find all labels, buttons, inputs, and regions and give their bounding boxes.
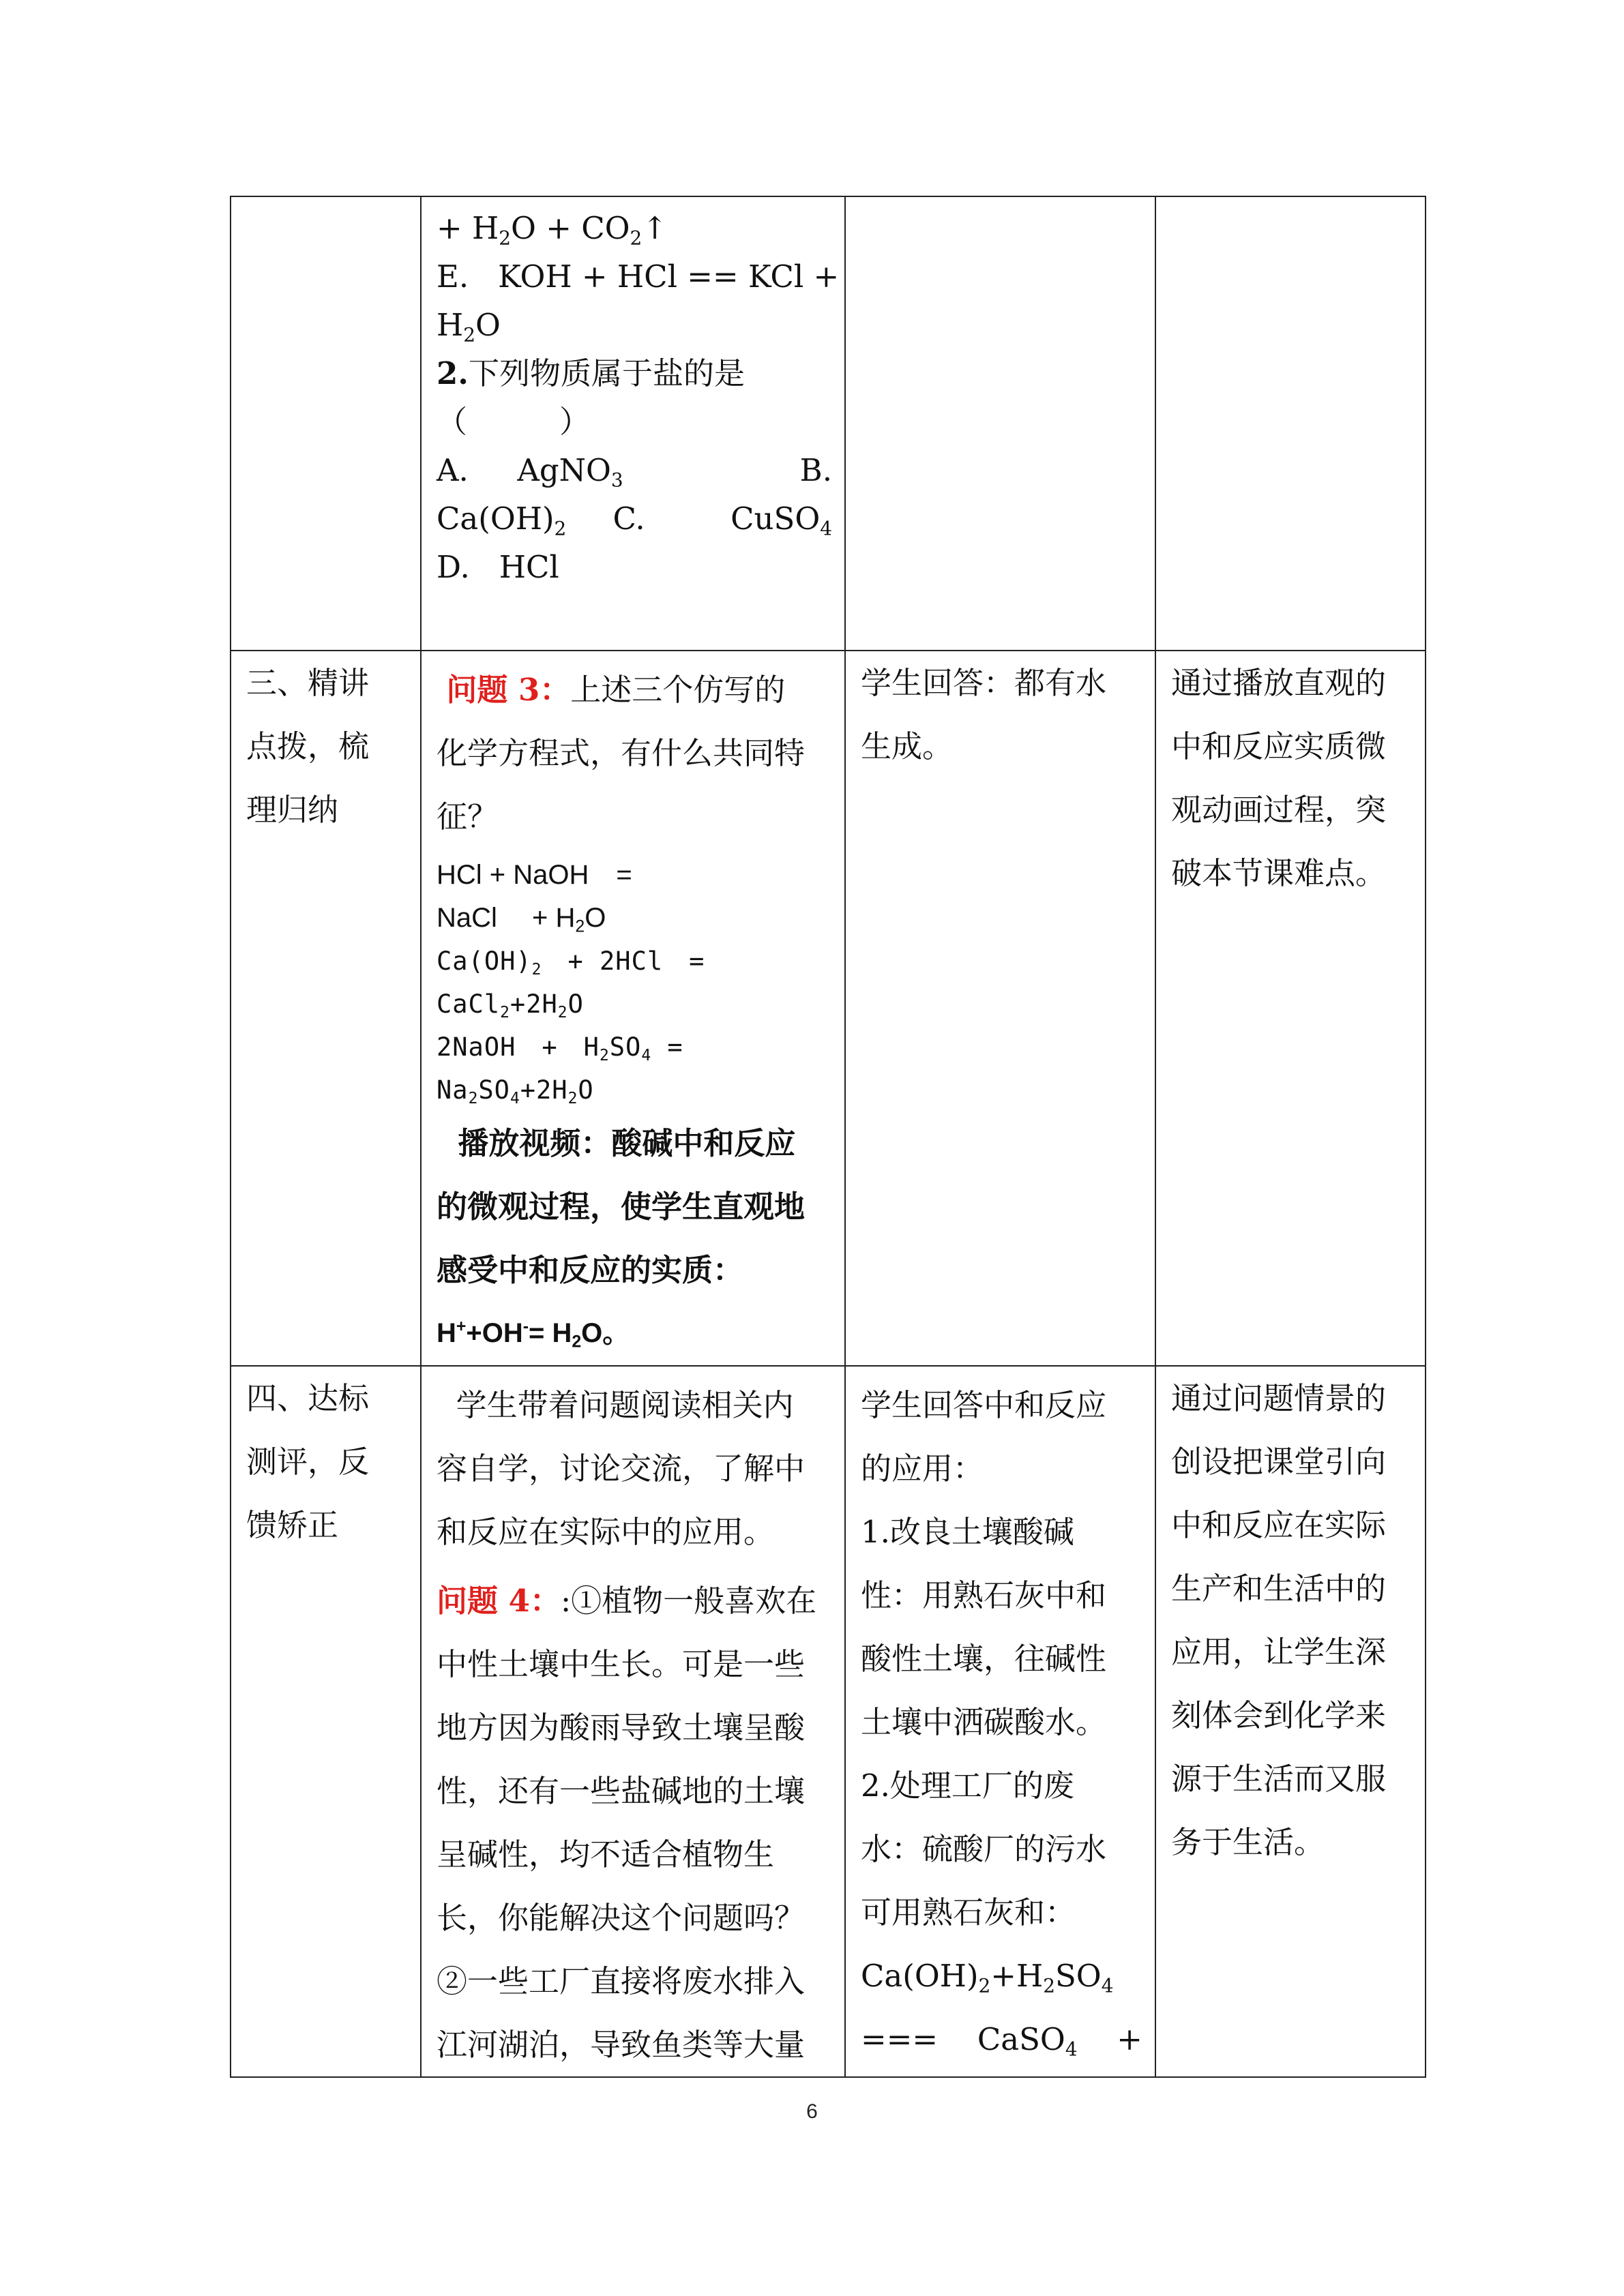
table-row (231, 1366, 1426, 2077)
question-4-line: 江河湖泊，导致鱼类等大量 (437, 2027, 806, 2063)
question-4-line: ②一些工厂直接将废水排入 (437, 1963, 806, 1999)
equation-2-b: $CaCl_2+2H_2O$ (437, 989, 584, 1022)
intent-line: 务于生活。 (1171, 1824, 1325, 1860)
student-activity-cell (845, 651, 1155, 1366)
ion-equation: $H^++OH^-= H_2O$。 (437, 1317, 630, 1352)
option-line-a-b: A. AgNO$_3$ B. (437, 452, 832, 492)
stage-line: 点拨，梳 (246, 728, 370, 764)
lesson-plan-table (230, 196, 1426, 2078)
content-cell (421, 651, 845, 1366)
student-line: 生成。 (861, 728, 954, 764)
design-intent-cell (1155, 1366, 1426, 2077)
intent-line: 中和反应实质微 (1171, 728, 1387, 764)
intent-line: 应用，让学生深 (1171, 1634, 1387, 1670)
intent-line: 通过播放直观的 (1171, 665, 1387, 701)
student-line: 性：用熟石灰中和 (861, 1577, 1107, 1613)
student-line: 可用熟石灰和： (861, 1894, 1076, 1930)
page-number: 6 (806, 2100, 818, 2123)
stage-line: 四、达标 (246, 1380, 370, 1416)
option-line-b-c: $Ca(OH)_2$ C. CuSO$_4$ (437, 501, 832, 540)
equation-1-b: NaCl + $H_2O$ (437, 903, 606, 936)
question-2-paren: （ ） (437, 404, 591, 440)
intent-line: 中和反应在实际 (1171, 1507, 1387, 1543)
question-2: 2.下列物质属于盐的是 (437, 355, 745, 391)
question-4-line: 中性土壤中生长。可是一些 (437, 1646, 806, 1682)
equation-2-a: $Ca(OH)_2$ + 2HCl = (437, 946, 705, 979)
stage-line: 理归纳 (246, 792, 339, 828)
question-4-line: 呈碱性，均不适合植物生 (437, 1836, 775, 1873)
question-4: 问题 4：:①植物一般喜欢在 (437, 1583, 817, 1619)
table-row (231, 196, 1426, 651)
design-intent-cell (1155, 196, 1426, 651)
stage-line: 测评，反 (246, 1444, 370, 1480)
question-3-line: 化学方程式，有什么共同特 (437, 735, 806, 771)
question-4-line: 地方因为酸雨导致土壤呈酸 (437, 1710, 806, 1746)
question-3-line: 征？ (437, 799, 499, 835)
content-cell (421, 196, 845, 651)
intent-line: 创设把课堂引向 (1171, 1444, 1387, 1480)
video-note: 播放视频：酸碱中和反应 (458, 1125, 796, 1161)
intent-line: 刻体会到化学来 (1171, 1697, 1387, 1733)
intro-line: 容自学，讨论交流，了解中 (437, 1450, 806, 1487)
student-activity-cell (845, 196, 1155, 651)
intent-line: 生产和生活中的 (1171, 1570, 1387, 1607)
equation-3-b: $Na_2SO_4+2H_2O$ (437, 1075, 594, 1107)
student-line: 学生回答：都有水 (861, 665, 1107, 701)
question-3: 问题 3：上述三个仿写的 (446, 672, 786, 708)
intent-line: 破本节课难点。 (1171, 855, 1387, 891)
student-line: 酸性土壤，往碱性 (861, 1641, 1107, 1677)
design-intent-cell (1155, 651, 1426, 1366)
student-line: 土壤中洒碳酸水。 (861, 1704, 1107, 1740)
student-line: 学生回答中和反应 (861, 1387, 1107, 1423)
video-note-line: 感受中和反应的实质： (437, 1252, 744, 1288)
intro-line: 和反应在实际中的应用。 (437, 1514, 775, 1550)
option-e: E. KOH + HCl == KCl + (437, 258, 840, 295)
question-4-line: 长，你能解决这个问题吗？ (437, 1900, 806, 1936)
student-activity-cell (845, 1366, 1155, 2077)
student-line: 2.处理工厂的废 (861, 1768, 1074, 1804)
stage-cell (231, 196, 421, 651)
equation-1-a: HCl + NaOH = (437, 860, 632, 890)
stage-cell (231, 1366, 421, 2077)
intent-line: 通过问题情景的 (1171, 1380, 1387, 1416)
equation-3-a: 2NaOH + $H_2SO_4$ = (437, 1032, 683, 1064)
video-note-line: 的微观过程，使学生直观地 (437, 1189, 806, 1225)
student-line: 1.改良土壤酸碱 (861, 1514, 1074, 1550)
intent-line: 源于生活而又服 (1171, 1761, 1387, 1797)
option-e-cont: $H_2O$ (437, 307, 501, 346)
content-cell (421, 1366, 845, 2077)
neutralization-formula-b: === CaSO$_4$ + (861, 2021, 1142, 2061)
option-line-d: D. HCl (437, 549, 559, 585)
student-line: 的应用： (861, 1450, 984, 1487)
table-row (231, 651, 1426, 1366)
intent-line: 观动画过程，突 (1171, 792, 1387, 828)
stage-line: 馈矫正 (246, 1507, 339, 1543)
intro-line: 学生带着问题阅读相关内 (456, 1387, 794, 1423)
equation-tail: + $H_2O$ + $CO_2↑$ (437, 210, 668, 250)
question-4-line: 性，还有一些盐碱地的土壤 (437, 1773, 806, 1809)
stage-line: 三、精讲 (246, 665, 370, 701)
student-line: 水：硫酸厂的污水 (861, 1831, 1107, 1867)
neutralization-formula-a: $Ca(OH)_2+H_2SO_4$ (861, 1958, 1114, 1997)
stage-cell (231, 651, 421, 1366)
